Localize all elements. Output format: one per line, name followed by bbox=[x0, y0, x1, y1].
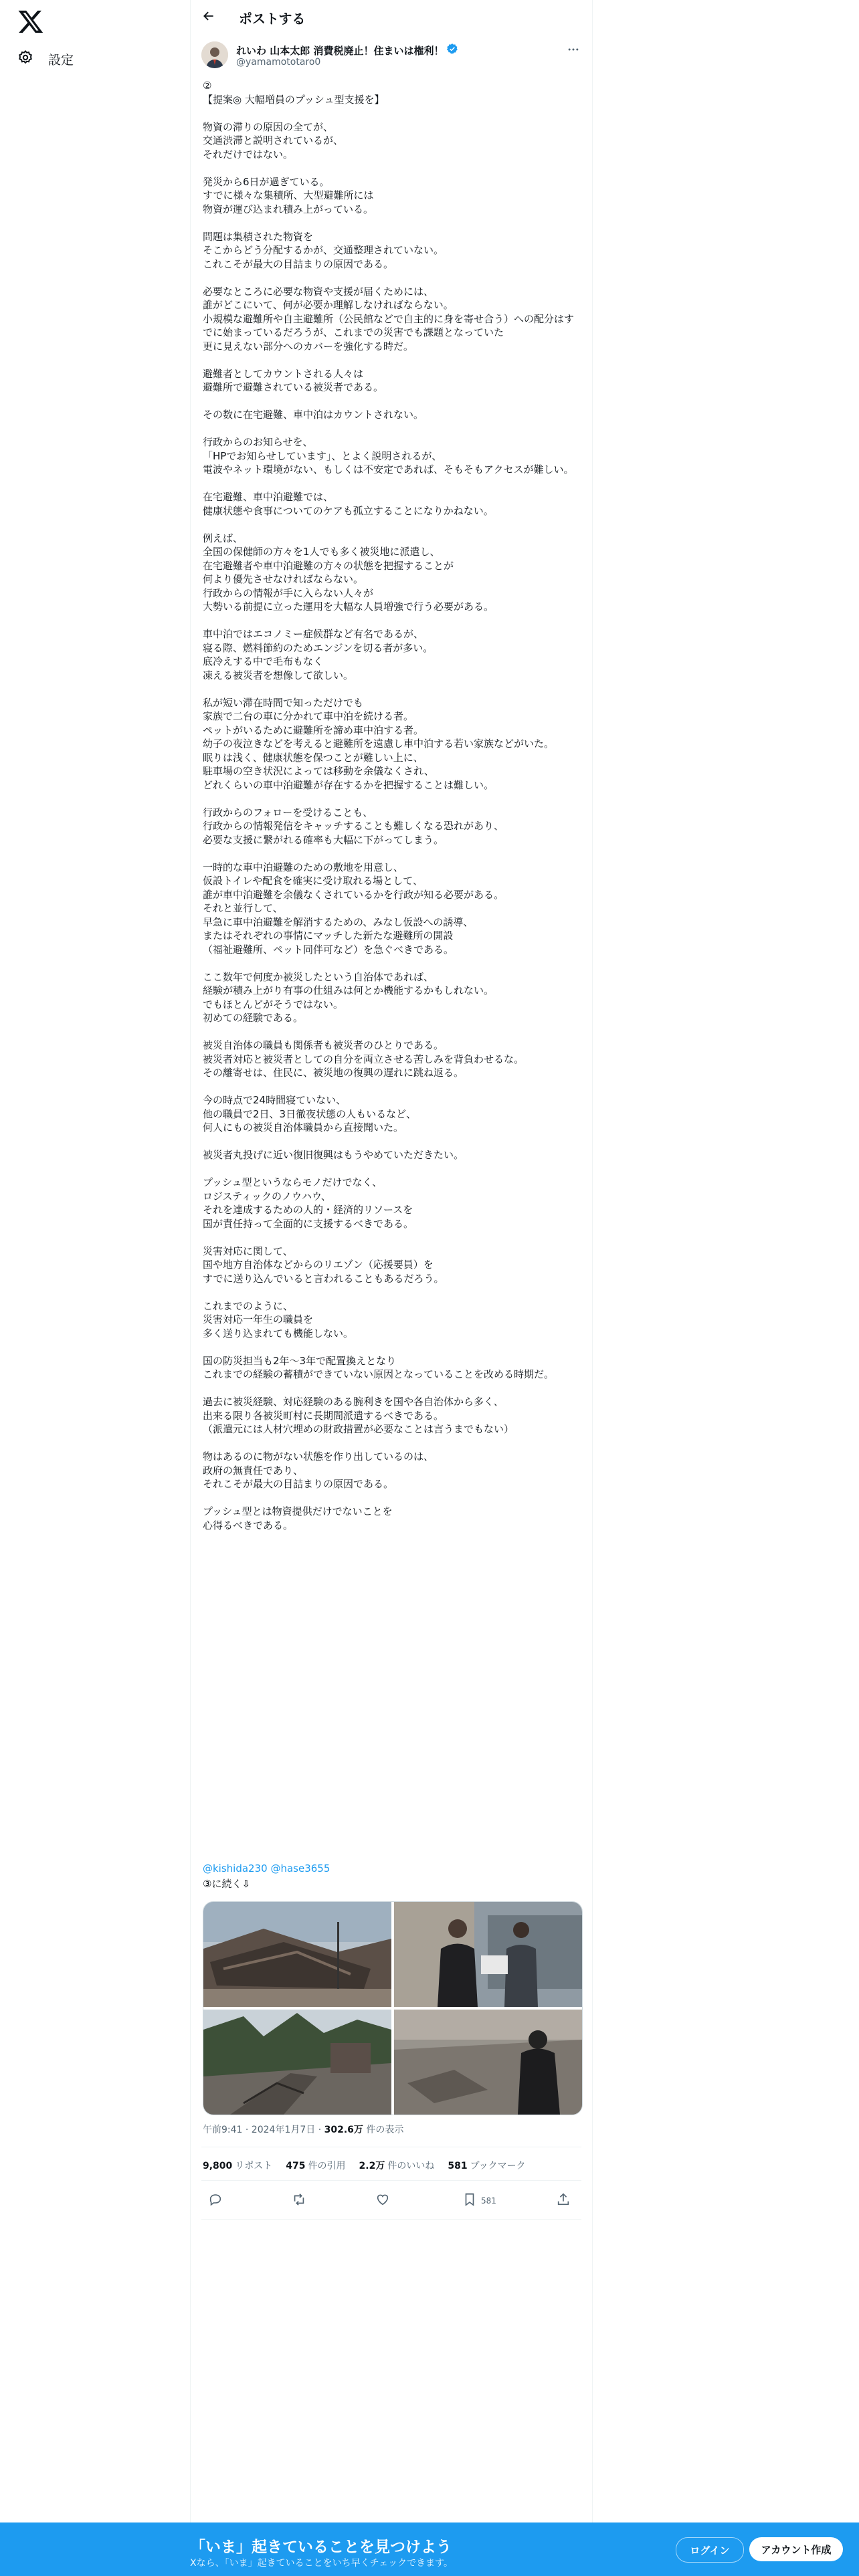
avatar[interactable] bbox=[201, 41, 228, 68]
like-button[interactable] bbox=[375, 2192, 390, 2209]
reply-icon bbox=[208, 2192, 223, 2209]
verified-badge-icon bbox=[446, 43, 458, 58]
bookmarks-stat[interactable]: 581 ブックマーク bbox=[448, 2161, 526, 2171]
nav-settings-label: 設定 bbox=[48, 52, 74, 68]
reposts-stat[interactable]: 9,800 リポスト bbox=[203, 2161, 273, 2171]
likes-stat[interactable]: 2.2万 件のいいね bbox=[359, 2161, 435, 2171]
header bbox=[191, 0, 592, 35]
bookmark-count: 581 bbox=[481, 2195, 496, 2206]
bookmark-button[interactable] bbox=[462, 2192, 496, 2209]
more-button[interactable] bbox=[565, 43, 581, 59]
x-logo-icon[interactable] bbox=[17, 8, 44, 35]
repost-button[interactable] bbox=[292, 2192, 306, 2209]
author-handle[interactable]: @yamamototaro0 bbox=[236, 57, 321, 68]
views-label: 件の表示 bbox=[366, 2125, 404, 2135]
login-button[interactable]: ログイン bbox=[676, 2537, 744, 2563]
photo-people-outside[interactable] bbox=[394, 1902, 582, 2007]
repost-icon bbox=[292, 2192, 306, 2209]
back-button[interactable] bbox=[200, 9, 217, 26]
reply-button[interactable] bbox=[208, 2192, 223, 2209]
like-icon bbox=[375, 2192, 390, 2209]
photo-grid bbox=[203, 1901, 583, 2115]
bookmark-icon bbox=[462, 2192, 477, 2209]
banner-title: 「いま」起きていることを見つけよう bbox=[190, 2539, 452, 2556]
post-time[interactable]: 午前9:41 · 2024年1月7日 bbox=[203, 2125, 316, 2135]
share-icon bbox=[556, 2192, 571, 2209]
action-bar bbox=[201, 2187, 581, 2214]
author-name[interactable] bbox=[236, 43, 458, 58]
photo-person-rubble[interactable] bbox=[394, 2010, 582, 2115]
mentions bbox=[203, 1862, 330, 1876]
signup-button[interactable]: アカウント作成 bbox=[749, 2537, 843, 2561]
photo-damaged-road[interactable] bbox=[203, 2010, 391, 2115]
divider bbox=[201, 2180, 581, 2181]
author-name-text: れいわ 山本太郎 消費税廃止！住まいは権利！ bbox=[236, 44, 444, 57]
main-column bbox=[190, 0, 593, 2523]
share-button[interactable] bbox=[556, 2192, 571, 2209]
post-text: ② 【提案◎ 大幅増員のプッシュ型支援を】 物資の滞りの原因の全てが、 交通渋滞と説明されているが、 それだけではない。 発災から6日が過ぎている。 すでに様々な集積所、大型避難所には 物資が運び込まれ積み上がっている。 問題は集積された物資を そこからどう分配するかが、交通整理されていない。 これこそが最大の目詰まりの原因である。 必要なところに必要な物資や支援が届くためには、 誰がどこにいて、何が必要か理解しなければならない。 小規模な避難所や自主避難所（公民館などで自主的に身を寄せ合う）への配分はすでに始まっているだろうが、これまでの災害でも課題となっていた 更に見えない部分へのカバーを強化する時だ。 避難者としてカウントされる人々は 避難所で避難されている被災者である。 その数に在宅避難、車中泊はカウントされない。 行政からのお知らせを、 「HPでお知らせしています」、とよく説明されるが、 電波やネット環境がない、もしくは不安定であれば、そもそもアクセスが難しい。 在宅避難、車中泊避難では、 健康状態や食事についてのケアも孤立することになりかねない。 例えば、 全国の保健師の方々を1人でも多く被災地に派遣し、 在宅避難者や車中泊避難の方々の状態を把握することが 何より優先させなければならない。 行政からの情報が手に入らない人々が 大勢いる前提に立った運用を大幅な人員増強で行う必要がある。 車中泊ではエコノミー症候群など有名であるが、 寝る際、燃料節約のためエンジンを切る者が多い。 底冷えする中で毛布もなく 凍える被災者を想像して欲しい。 私が短い滞在時間で知っただけでも 家族で二台の車に分かれて車中泊を続ける者。 ペットがいるために避難所を諦め車中泊する者。 幼子の夜泣きなどを考えると避難所を遠慮し車中泊する若い家族などがいた。 眠りは浅く、健康状態を保つことが難しい上に、 駐車場の空き状況によっては移動を余儀なくされ、 どれくらいの車中泊避難が存在するかを把握することは難しい。 行政からのフォローを受けることも、 行政からの情報発信をキャッチすることも難しくなる恐れがあり、 必要な支援に繋がれる確率も大幅に下がってしまう。 一時的な車中泊避難のための敷地を用意し、 仮設トイレや配食を確実に受け取れる場として、 誰が車中泊避難を余儀なくされているかを行政が知る必要がある。 それと並行して、 早急に車中泊避難を解消するための、みなし仮設への誘導、 またはそれぞれの事情にマッチした新たな避難所の開設 （福祉避難所、ペット同伴可など）を急ぐべきである。 ここ数年で何度か被災したという自治体であれば、 経験が積み上がり有事の仕組みは何とか機能するかもしれない。 でもほとんどがそうではない。 初めての経験である。 被災自治体の職員も関係者も被災者のひとりである。 被災者対応と被災者としての自分を両立させる苦しみを背負わせるな。 その離寄せは、住民に、被災地の復興の遅れに跳ね返る。 今の時点で24時間寝ていない、 他の職員で2日、3日徹夜状態の人もいるなど、 何人にもの被災自治体職員から直接聞いた。 被災者丸投げに近い復旧復興はもうやめていただきたい。 プッシュ型というならモノだけでなく、 ロジスティックのノウハウ、 それを達成するための人的・経済的リソースを 国が責任持って全面的に支援するべきである。 災害対応に関して、 国や地方自治体などからのリエゾン（応援要員）を すでに送り込んでいると言われることもあるだろう。 これまでのように、 災害対応一年生の職員を 多く送り込まれても機能しない。 国の防災担当も2年〜3年で配置換えとなり これまでの経験の蓄積ができていない原因となっていることを改める時期だ。 過去に被災経験、対応経験のある腕利きを国や各自治体から多く、 出来る限り各被災町村に長期間派遣するべきである。 （派遣元には人材穴埋めの財政措置が必要なことは言うまでもない） 物はあるのに物がない状態を作り出しているのは、 政府の無責任であり、 それこそが最大の目詰まりの原因である。 プッシュ型とは物資提供だけでないことを 心得るべきである。 bbox=[203, 80, 575, 1531]
back-arrow-icon bbox=[202, 9, 215, 25]
photo-collapsed-houses[interactable] bbox=[203, 1902, 391, 2007]
gear-icon bbox=[17, 49, 33, 68]
banner-subtitle: Xなら、「いま」起きていることをいち早くチェックできます。 bbox=[190, 2558, 454, 2569]
mention-link[interactable]: @hase3655 bbox=[270, 1862, 330, 1874]
signup-banner bbox=[0, 2523, 859, 2576]
divider bbox=[201, 2219, 581, 2220]
post-meta: 午前9:41 · 2024年1月7日 · 302.6万 件の表示 bbox=[203, 2125, 404, 2135]
post-author bbox=[201, 41, 581, 71]
quotes-stat[interactable]: 475 件の引用 bbox=[286, 2161, 346, 2171]
page-title: ポストする bbox=[239, 11, 306, 27]
mention-link[interactable]: @kishida230 bbox=[203, 1862, 268, 1874]
left-nav bbox=[0, 0, 190, 2576]
continue-text: ③に続く⇩ bbox=[203, 1878, 251, 1890]
views-count: 302.6万 bbox=[324, 2125, 363, 2135]
nav-settings[interactable] bbox=[17, 45, 74, 72]
post-stats bbox=[203, 2159, 526, 2172]
more-icon bbox=[567, 43, 580, 59]
